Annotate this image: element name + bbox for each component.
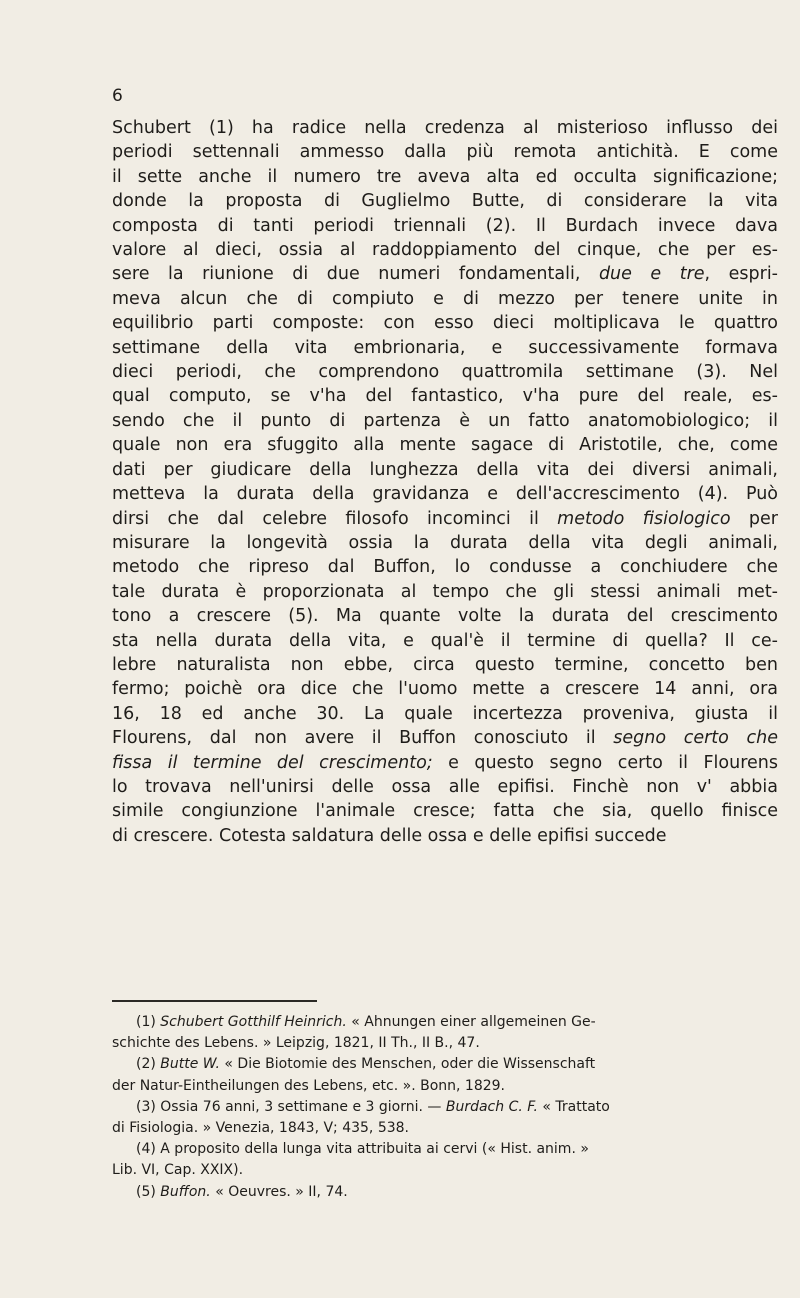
footnote-4: (4) A proposito della lunga vita attribuita ai cervi (« Hist. anim. » (136, 1141, 589, 1158)
text-line: dieci periodi, che comprendono quattromila settimane (3). Nel (112, 362, 778, 383)
body-text (112, 116, 778, 848)
footnote-2: (2) Butte W. « Die Biotomie des Menschen, oder die Wissenschaft (136, 1056, 596, 1073)
text-line: lo trovava nell'unirsi delle ossa alle epifisi. Finchè non v' abbia (112, 776, 778, 797)
text-line: metodo che ripreso dal Buffon, lo condusse a conchiudere che (112, 557, 778, 578)
footnote-2-cont: der Natur-Eintheilungen des Lebens, etc. ». Bonn, 1829. (112, 1077, 506, 1094)
text-line: Flourens, dal non avere il Buffon conosciuto il segno certo che (112, 728, 778, 749)
text-line: settimane della vita embrionaria, e successivamente formava (112, 337, 778, 358)
footnote-divider (112, 1000, 317, 1002)
footnote-5: (5) Buffon. « Oeuvres. » II, 74. (136, 1183, 348, 1200)
italic-term: due e tre (598, 264, 705, 285)
text-line: periodi settennali ammesso dalla più remota antichità. E come (112, 142, 778, 163)
text-line: sendo che il punto di partenza è un fatto anatomobiologico; il (112, 410, 778, 431)
text-line: qual computo, se v'ha del fantastico, v'ha pure del reale, es- (112, 386, 778, 407)
text-line: Schubert (1) ha radice nella credenza al misterioso influsso dei (112, 118, 778, 138)
text-line: il sette anche il numero tre aveva alta ed occulta significazione; (112, 166, 778, 187)
footnote-1: (1) Schubert Gotthilf Heinrich. « Ahnungen einer allgemeinen Ge- (136, 1014, 596, 1030)
footnote-author: Burdach C. F. (445, 1098, 538, 1115)
text-line: dati per giudicare della lunghezza della vita dei diversi animali, (112, 459, 778, 480)
text-line: tale durata è proporzionata al tempo che gli stessi animali met- (112, 581, 778, 602)
text-line: metteva la durata della gravidanza e dell'accrescimento (4). Può (112, 484, 778, 505)
footnote-4-cont: Lib. VI, Cap. XXIX). (112, 1162, 244, 1179)
italic-term: segno certo che (613, 728, 778, 749)
text-line: 16, 18 ed anche 30. La quale incertezza proveniva, giusta il (112, 703, 778, 724)
page-number: 6 (112, 86, 124, 106)
text-line: tono a crescere (5). Ma quante volte la durata del crescimento (112, 606, 778, 627)
text-line: sere la riunione di due numeri fondamentali, due e tre, espri- (112, 264, 778, 285)
text-line: sta nella durata della vita, e qual'è il termine di quella? Il ce- (112, 630, 778, 651)
footnote-author: Buffon. (160, 1183, 211, 1200)
footnote-author: Schubert Gotthilf Heinrich. (160, 1014, 347, 1030)
text-line: simile congiunzione l'animale cresce; fatta che sia, quello finisce (112, 801, 778, 822)
text-line: di crescere. Cotesta saldatura delle ossa e delle epifisi succede (112, 825, 667, 846)
text-line: quale non era sfuggito alla mente sagace di Aristotile, che, come (112, 435, 778, 456)
text-line: composta di tanti periodi triennali (2). Il Burdach invece dava (112, 215, 778, 236)
footnote-3-cont: di Fisiologia. » Venezia, 1843, V; 435, 538. (112, 1120, 410, 1137)
footnote-1-cont: schichte des Lebens. » Leipzig, 1821, II Th., II B., 47. (112, 1035, 480, 1052)
text-line: donde la proposta di Guglielmo Butte, di considerare la vita (112, 191, 778, 212)
text-line: misurare la longevità ossia la durata della vita degli animali, (112, 532, 778, 553)
footnotes (112, 1012, 778, 1203)
italic-term: fissa il termine del crescimento; (112, 752, 433, 773)
footnote-3: (3) Ossia 76 anni, 3 settimane e 3 giorni. — Burdach C. F. « Trattato (136, 1098, 610, 1115)
italic-term: metodo fisiologico (557, 508, 731, 529)
text-line: meva alcun che di compiuto e di mezzo per tenere unite in (112, 288, 778, 309)
text-line: equilibrio parti composte: con esso dieci moltiplicava le quattro (112, 313, 778, 334)
text-line: lebre naturalista non ebbe, circa questo termine, concetto ben (112, 654, 778, 675)
text-line: dirsi che dal celebre filosofo incominci il metodo fisiologico per (112, 508, 778, 529)
footnote-author: Butte W. (160, 1056, 220, 1073)
text-line: valore al dieci, ossia al raddoppiamento del cinque, che per es- (112, 240, 778, 261)
text-line: fermo; poichè ora dice che l'uomo mette a crescere 14 anni, ora (112, 679, 778, 700)
text-line: fissa il termine del crescimento; e questo segno certo il Flourens (112, 752, 778, 773)
